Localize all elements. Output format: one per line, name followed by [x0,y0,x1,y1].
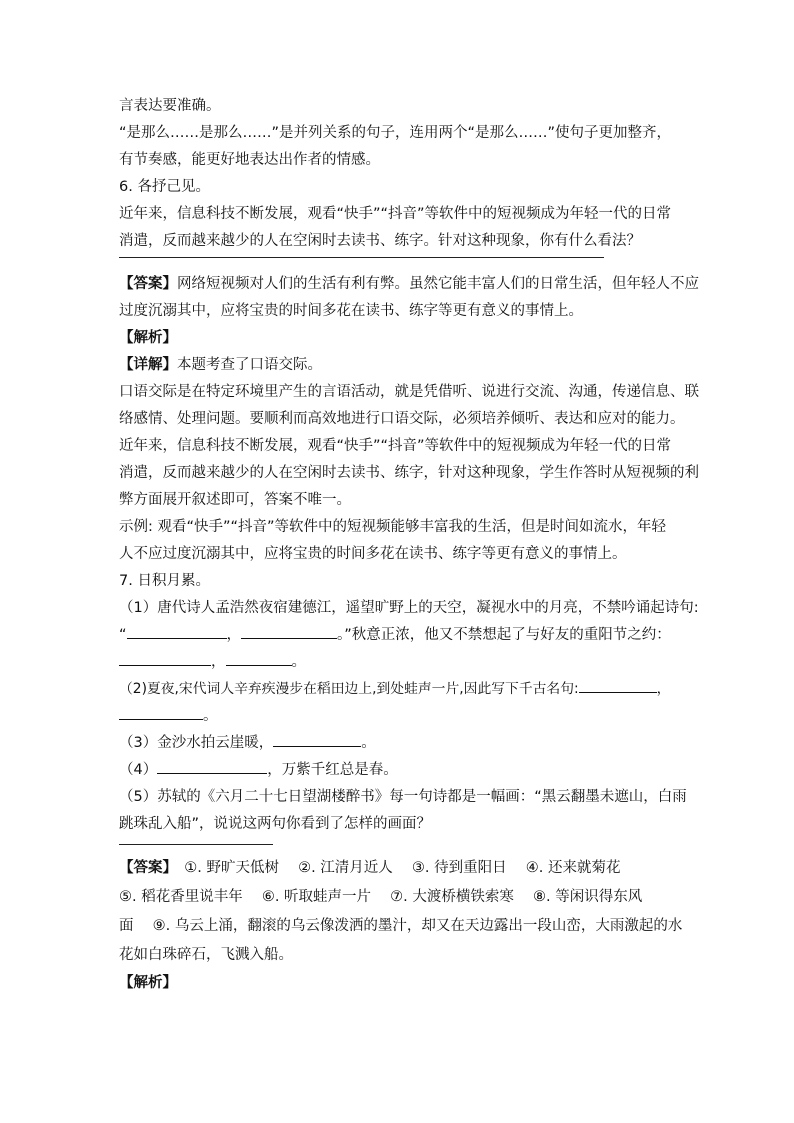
fill-blank[interactable] [119,649,211,666]
fill-blank[interactable] [226,649,292,666]
answer-text: 花如白珠碎石，飞溅入船。 [119,947,293,963]
text-line: “是那么……是那么……”是并列关系的句子，连用两个“是那么……”使句子更加整齐， [119,125,672,141]
question-6-prompt: 消遣，反而越来越少的人在空闲时去读书、练字。针对这种现象，你有什么看法？ [119,233,641,249]
period: 。 [361,735,376,751]
question-7-1: （1）唐代诗人孟浩然夜宿建德江，遥望旷野上的天空，凝视水中的月亮，不禁吟诵起诗句: [119,600,699,616]
text-line: 消遣，反而越来越少的人在空闲时去读书、练字，针对这种现象，学生作答时从短视频的利 [119,465,699,481]
fill-blank[interactable] [579,676,657,693]
text-line: 示例: 观看“快手”“抖音”等软件中的短视频能够丰富我的生活，但是时间如流水，年轻 [119,519,667,535]
question-7-2 [119,676,679,703]
question-text: ，万紫千红总是春。 [267,762,398,778]
answer-tag: 【答案】 [119,276,177,292]
question-6-prompt: 近年来，信息科技不断发展，观看“快手”“抖音”等软件中的短视频成为年轻一代的日常 [119,206,672,222]
fill-blank[interactable] [119,703,203,720]
answer-tag: 【答案】 [119,860,170,876]
quote-mark: “ [119,627,127,643]
fill-blank[interactable] [273,730,361,747]
question-7-1-blanks-2 [119,649,679,676]
question-7-4 [119,757,679,784]
blank-trailing-text: 。”秋意正浓，他又不禁想起了与好友的重阳节之约： [337,627,671,643]
text-line: 口语交际是在特定环境里产生的言语活动，就是凭借听、说进行交流、沟通，传递信息、联 [119,384,699,400]
question-7-heading: 7. 日积月累。 [119,573,210,589]
detail-tag: 【详解】 [119,357,177,373]
detail-line [119,352,679,379]
text-line: 近年来，信息科技不断发展，观看“快手”“抖音”等软件中的短视频成为年轻一代的日常 [119,438,672,454]
document-page [119,93,699,997]
fill-blank[interactable] [157,757,267,774]
detail-text: 本题考查了口语交际。 [177,357,322,373]
answer-text: 网络短视频对人们的生活有利有弊。虽然它能丰富人们的日常生活，但年轻人不应 [177,276,699,292]
answer-text: 面 ⑨. 乌云上涌，翻滚的乌云像泼洒的墨汁，却又在天边露出一段山峦，大雨激起的水 [119,918,683,934]
answer-blank-line[interactable] [119,844,273,845]
comma: ， [226,627,242,643]
text-line: 弊方面展开叙述即可，答案不唯一。 [119,492,351,508]
question-7-2-blank [119,703,679,730]
comma: ， [656,681,671,697]
question-7-5: （5）苏轼的《六月二十七日望湖楼醉书》每一句诗都是一幅画：“黑云翻墨未遮山，白雨 [119,789,687,805]
answer-line-area [119,838,679,854]
period: 。 [291,654,306,670]
text-line: 络感情、处理问题。要顺利而高效地进行口语交际，必须培养倾听、表达和应对的能力。 [119,411,685,427]
answer-line-area [119,255,679,271]
analysis-tag: 【解析】 [119,330,177,346]
answer-text: ⑤. 稻花香里说丰年 ⑥. 听取蛙声一片 ⑦. 大渡桥横铁索寒 ⑧. 等闲识得东风 [119,889,643,905]
question-7-5: 跳珠乱入船”，说说这两句你看到了怎样的画面？ [119,816,432,832]
text-line: 言表达要准确。 [119,98,221,114]
answer-blank-line[interactable] [119,257,604,258]
text-line: 有节奏感，能更好地表达出作者的情感。 [119,152,380,168]
fill-blank[interactable] [127,622,227,639]
text-line: 人不应过度沉溺其中，应将宝贵的时间多花在读书、练字等更有意义的事情上。 [119,546,627,562]
fill-blank[interactable] [241,622,337,639]
answer-text: 过度沉溺其中，应将宝贵的时间多花在读书、练字等更有意义的事情上。 [119,303,583,319]
period: 。 [203,708,218,724]
question-text: （3）金沙水拍云崖暖， [119,735,274,751]
answer-line [119,854,679,883]
analysis-tag: 【解析】 [119,975,177,991]
question-text: （2)夏夜,宋代词人辛弃疾漫步在稻田边上,到处蛙声一片,因此写下千古名句: [119,681,579,697]
answer-text: ①. 野旷天低树 ②. 江清月近人 ③. 待到重阳日 ④. 还来就菊花 [184,860,621,876]
question-6-heading: 6. 各抒己见。 [119,179,210,195]
comma: ， [211,654,226,670]
question-text: （4） [119,762,158,778]
question-7-3 [119,730,679,757]
question-7-1-blanks [119,622,679,649]
answer-line [119,271,699,298]
